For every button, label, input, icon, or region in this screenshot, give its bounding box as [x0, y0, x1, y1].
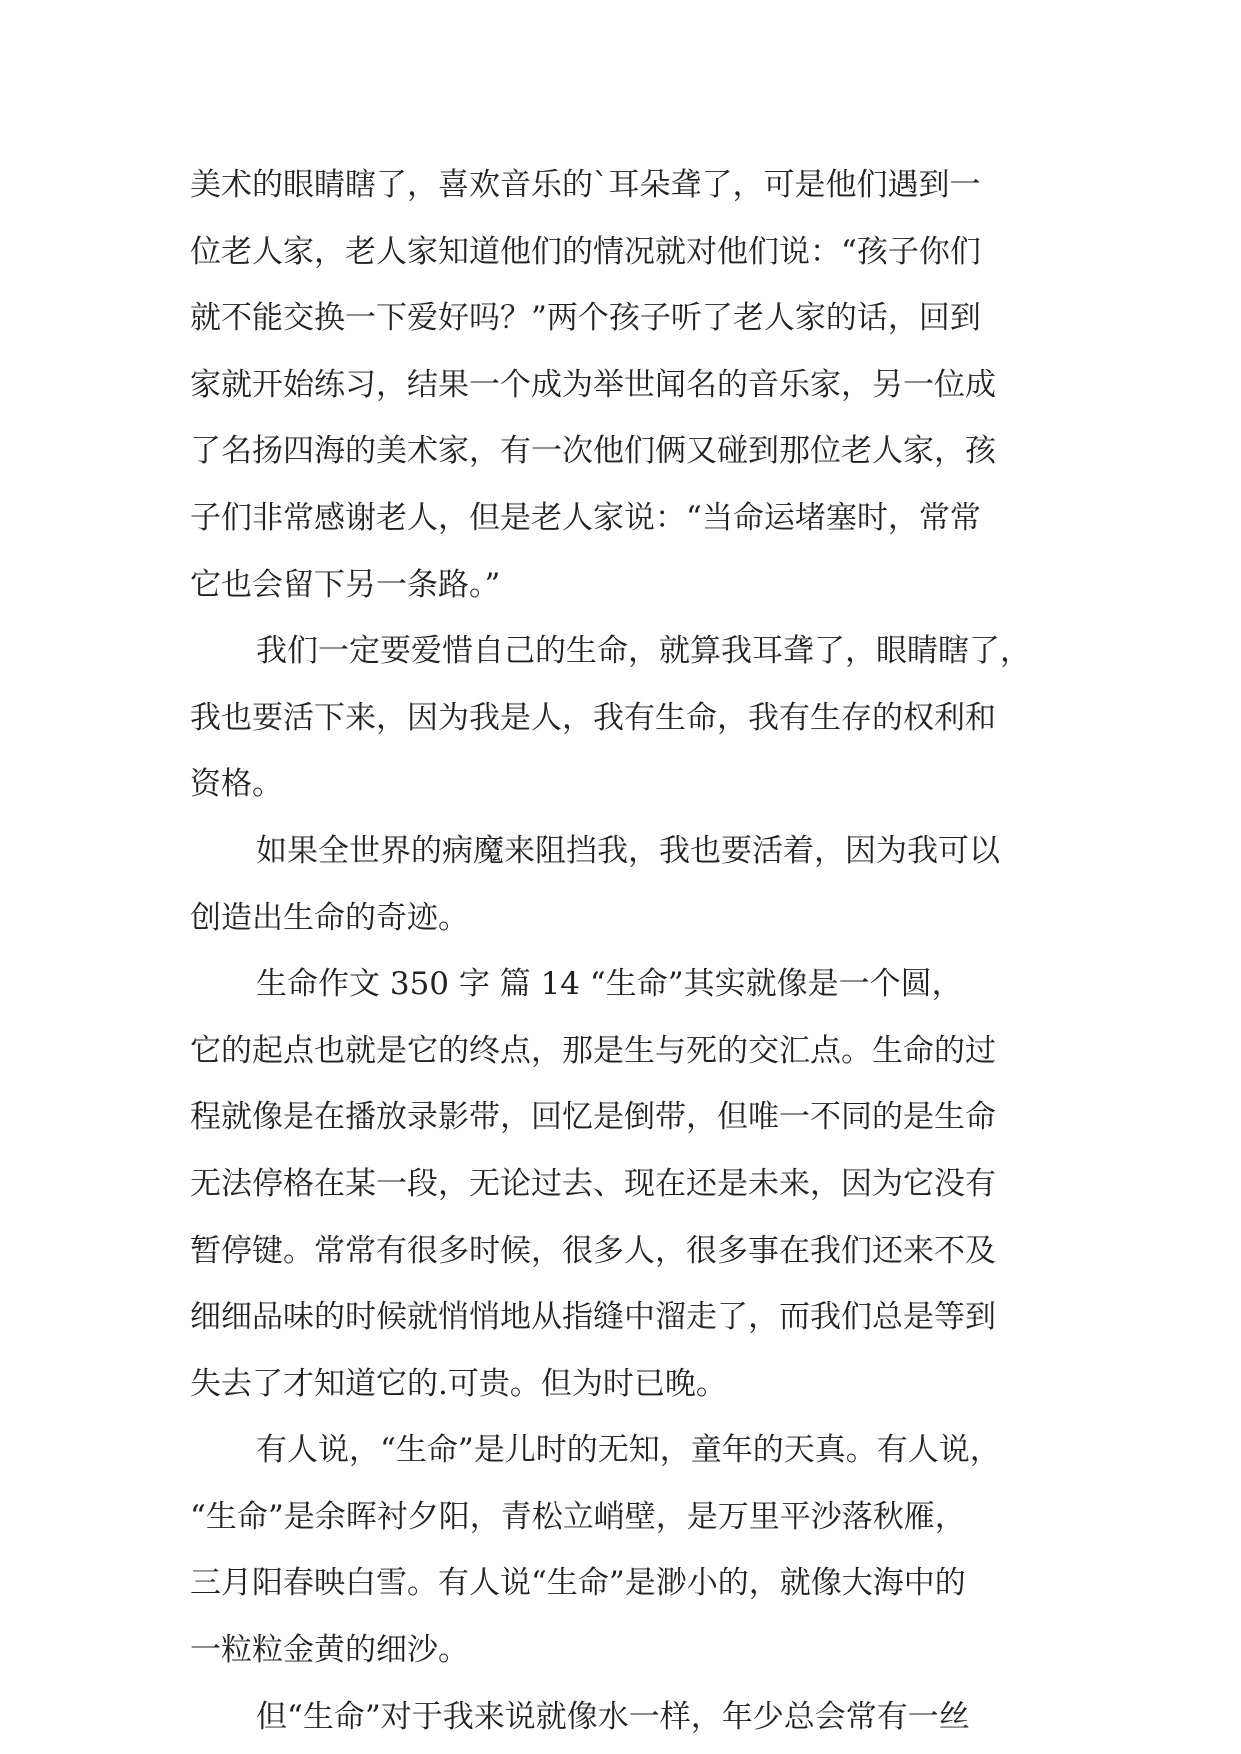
text-line: 三月阳春映白雪。有人说“生命”是渺小的，就像大海中的	[190, 1565, 966, 1602]
text-line: 美术的眼睛瞎了，喜欢音乐的`耳朵聋了，可是他们遇到一	[190, 167, 981, 203]
text-line: 子们非常感谢老人，但是老人家说：“当命运堵塞时，常常	[190, 499, 981, 536]
paragraph-1	[190, 152, 1090, 618]
text-line: 家就开始练习，结果一个成为举世闻名的音乐家，另一位成	[190, 366, 996, 403]
text-line: 程就像是在播放录影带，回忆是倒带，但唯一不同的是生命	[190, 1099, 996, 1136]
text-line: 资格。	[190, 766, 283, 803]
text-line: 生命作文 350 字 篇 14 “生命”其实就像是一个圆，	[256, 966, 963, 1003]
text-line: 就不能交换一下爱好吗？”两个孩子听了老人家的话，回到	[190, 300, 981, 337]
text-line: 暂停键。常常有很多时候，很多人，很多事在我们还来不及	[190, 1232, 996, 1269]
text-line: 如果全世界的病魔来阻挡我，我也要活着，因为我可以	[256, 832, 1000, 869]
text-line: 但“生命”对于我来说就像水一样，年少总会常有一丝	[256, 1698, 970, 1735]
paragraph-4	[190, 951, 1090, 1417]
text-line: 失去了才知道它的.可贵。但为时已晚。	[190, 1365, 727, 1402]
text-line: 它的起点也就是它的终点，那是生与死的交汇点。生命的过	[190, 1032, 996, 1069]
text-line: 我也要活下来，因为我是人，我有生命，我有生存的权利和	[190, 699, 996, 736]
text-line: 一粒粒金黄的细沙。	[190, 1632, 469, 1669]
text-line: 我们一定要爱惜自己的生命，就算我耳聋了，眼睛瞎了，	[256, 633, 1031, 670]
text-line: 有人说，“生命”是儿时的无知，童年的天真。有人说，	[256, 1432, 1001, 1469]
paragraph-5	[190, 1417, 1090, 1683]
text-line: 细细品味的时候就悄悄地从指缝中溜走了，而我们总是等到	[190, 1299, 996, 1336]
document-body	[190, 152, 1090, 1750]
paragraph-6	[190, 1684, 1090, 1751]
text-line: 无法停格在某一段，无论过去、现在还是未来，因为它没有	[190, 1165, 996, 1202]
text-line: 位老人家，老人家知道他们的情况就对他们说：“孩子你们	[190, 233, 981, 270]
text-line: 了名扬四海的美术家，有一次他们俩又碰到那位老人家，孩	[190, 433, 996, 470]
paragraph-2	[190, 618, 1090, 818]
text-line: 它也会留下另一条路。”	[190, 566, 501, 603]
text-line: “生命”是余晖衬夕阳，青松立峭壁，是万里平沙落秋雁，	[190, 1498, 966, 1535]
paragraph-3	[190, 818, 1090, 951]
text-line: 创造出生命的奇迹。	[190, 899, 469, 936]
